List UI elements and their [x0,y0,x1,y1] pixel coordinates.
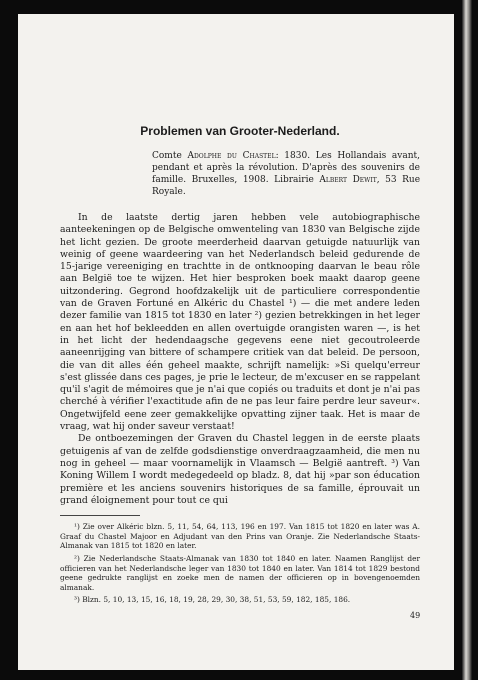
footnote-3: ³) Blzn. 5, 10, 13, 15, 16, 18, 19, 28, 29, 30, 38, 51, 53, 59, 182, 185, 186. [74,595,351,605]
page-number: 49 [410,611,421,620]
reference-text: : 1830. Les Hollandais avant, pendant et après la révolution. D'après des souvenirs de famille. Bruxelles, 1908. Librairie [152,151,420,185]
body-text [60,212,420,507]
paragraph-1: In de laatste dertig jaren hebben vele autobiographische aanteekeningen op de Belgische omwenteling van 1830 van Belgische zijde het licht gezien. De groote meerderheid daarvan getuigde natuurlijk van weinig of geene waardeering van het Nederlandsch beleid gedurende de 15-jarige vereeniging en trachtte in de ontknooping daarvan le beau rôle aan België toe te wijzen. Het hier besproken boek maakt daarop geene uitzondering. Gegrond hoofdzakelijk uit de particuliere correspondentie van de Graven Fortuné en Alkéric du Chastel ¹) — die met andere leden dezer familie van 1815 tot 1830 en later ²) gezien betrekkingen in het leger en aan het hof bekleedden en allen overtuigde orangisten waren —, is het in het licht der hedendaagsche gegevens eene niet gecoutroleerde aaneenrijging van bittere of schampere critiek van dat beleid. De persoon, die van dit alles één geheel maakte, schrijft namelijk: »Si quelqu'erreur s'est glissée dans ces pages, je prie le lecteur, de m'excuser en se rappelant qu'il s'agit de mémoires que je n'ai que copiés ou traduits et dont je n'ai pas cherché à vérifier l'exactitude afin de ne pas leur faire perdre leur saveur«. Ongetwijfeld eene zeer gemakkelijke opvatting zijner taak. Het is maar de vraag, wat hij onder saveur verstaat! [60,212,420,433]
paragraph-2: De ontboezemingen der Graven du Chastel leggen in de eerste plaats getuigenis af van de zelfde godsdienstige onverdraagzaamheid, die men nu nog in geheel — maar voornamelijk in Vlaamsch — België aantreft. ³) Van Koning Willem I wordt medegedeeld op bladz. 8, dat hij »par son éducation première et les anciens souvenirs historiques de sa famille, éprouvait un grand éloignement pour tout ce qui [60,433,420,506]
footnotes [60,522,420,605]
reference-author: Adolphe du Chastel [187,151,276,161]
article-title: Problemen van Grooter-Nederland. [140,124,340,138]
page-content [60,124,420,608]
footnote-1: ¹) Zie over Alkéric blzn. 5, 11, 54, 64, 113, 196 en 197. Van 1815 tot 1820 en later was A. Graaf du Chastel Majoor en Adjudant van den Prins van Oranje. Zie Nederlandsche Staats-Almanak van 1815 tot 1820 en later. [60,522,420,551]
document-page [18,14,454,670]
reference-author-prefix: Comte [152,151,188,161]
footnote-divider [60,515,140,516]
footnote-2: ²) Zie Nederlandsche Staats-Almanak van 1830 tot 1840 en later. Naamen Ranglijst der officieren van het Nederlandsche leger van 1830 tot 1840 en later. Van 1814 tot 1829 bestond geene gedrukte ranglijst en zoeke men de namen der officieren op in bovengenoemden almanak. [60,553,420,592]
reference-address: , 53 Rue Royale. [152,175,421,197]
book-reference [152,150,420,198]
reference-publisher: Albert Dewit [319,175,377,185]
page-edge-shadow [462,0,472,680]
